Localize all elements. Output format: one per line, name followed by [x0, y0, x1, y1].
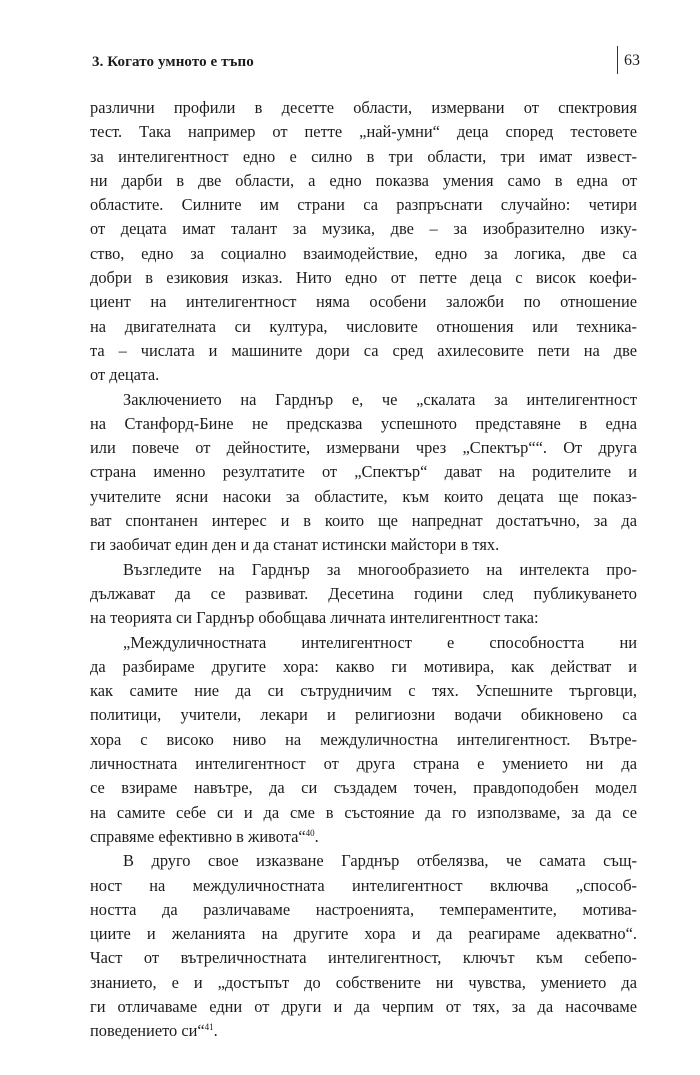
text-line: на Станфорд-Бине не предсказва успешното представяне в една — [90, 413, 637, 433]
text-line: ността да различаваме настроенията, темпераментите, мотива- — [90, 899, 637, 919]
text-line: се взираме навътре, да си създадем точен, правдоподобен модел — [90, 778, 637, 798]
text-line: хора с високо ниво на междуличностна интелигентност. Вътре- — [90, 729, 637, 749]
page-number: 63 — [617, 46, 640, 74]
text-line: ват спонтанен интерес и в които ще напреднат достатъчно, за да — [90, 511, 637, 531]
text-line: тест. Така например от петте „най-умни“ деца според тестовете — [90, 122, 637, 142]
text-line: страна именно резултатите от „Спектър“ дават на родителите и — [90, 462, 637, 482]
text-line: Част от вътреличностната интелигентност, ключът към себепо- — [90, 948, 637, 968]
text-line: ги заобичат един ден и да станат истински майстори в тях. — [90, 535, 500, 555]
text-line: ност на междуличностната интелигентност включва „способ- — [90, 875, 637, 895]
paragraph — [90, 631, 637, 850]
text-line: областите. Силните им страни са разпръснати случайно: четири — [90, 195, 637, 215]
paragraph — [90, 849, 637, 1043]
text-line: от децата имат талант за музика, две – за изобразително изку- — [90, 219, 637, 239]
text-line: политици, учители, лекари и религиозни водачи обикновено са — [90, 705, 637, 725]
text-line: добри в езиковия изказ. Нито едно от петте деца с висок коефи- — [90, 268, 637, 288]
text-line: ги отличаваме едни от други и да черпим от тях, за да насочваме — [90, 996, 637, 1016]
text-line: дължават да се развиват. Десетина години след публикуването — [90, 583, 637, 603]
text-line: знанието, е и „достъпът до собствените ни чувства, умението да — [90, 972, 637, 992]
text-line: ство, едно за социално взаимодействие, едно за логика, две са — [90, 243, 637, 263]
text-line: личностната интелигентност от друга страна е умението ни да — [90, 754, 637, 774]
text-line: на двигателната си култура, числовите отношения или техника- — [90, 316, 637, 336]
text-line: учителите ясни насоки за областите, към които децата ще показ- — [90, 486, 637, 506]
text-line: „Междуличностната интелигентност е способността ни — [123, 632, 637, 652]
paragraph — [90, 558, 637, 631]
text-line: от децата. — [90, 365, 160, 385]
text-line: за интелигентност едно е силно в три области, три имат извест- — [90, 146, 637, 166]
text-line: Заключението на Гарднър е, че „скалата за интелигентност — [123, 389, 637, 409]
text-line: поведението си“$^{41}$. — [90, 1021, 218, 1041]
text-line: та – числата и машините дори са сред ахилесовите пети на две — [90, 340, 637, 360]
body-text — [90, 96, 637, 1044]
footnote-ref[interactable]: 40 — [305, 827, 315, 838]
text-line: В друго свое изказване Гарднър отбелязва, че самата същ- — [123, 851, 637, 871]
text-line: ни дарби в две области, а едно показва умения само в една от — [90, 170, 637, 190]
text-line: циите и желанията на другите хора и да реагираме адекватно“. — [90, 924, 637, 944]
paragraph — [90, 388, 637, 558]
paragraph — [90, 96, 637, 388]
running-header — [92, 46, 640, 76]
text-line: или повече от дейностите, измервани чрез „Спектър““. От друга — [90, 438, 637, 458]
footnote-ref[interactable]: 41 — [204, 1022, 214, 1033]
text-line: как самите ние да си сътрудничим с тях. Успешните търговци, — [90, 681, 637, 701]
text-line: различни профили в десетте области, измервани от спектровия — [90, 98, 637, 117]
text-line: на самите себе си и да сме в състояние да го използваме, за да се — [90, 802, 637, 822]
text-line: справяме ефективно в живота“$^{40}$. — [90, 826, 319, 846]
text-line: на теорията си Гарднър обобщава личната интелигентност така: — [90, 608, 539, 628]
text-line: Възгледите на Гарднър за многообразието на интелекта про- — [123, 559, 637, 579]
text-line: циент на интелигентност няма особени заложби по отношение — [90, 292, 637, 312]
text-line: да разбираме другите хора: какво ги мотивира, как действат и — [90, 656, 637, 676]
chapter-title: 3. Когато умното е тъпо — [92, 54, 254, 70]
